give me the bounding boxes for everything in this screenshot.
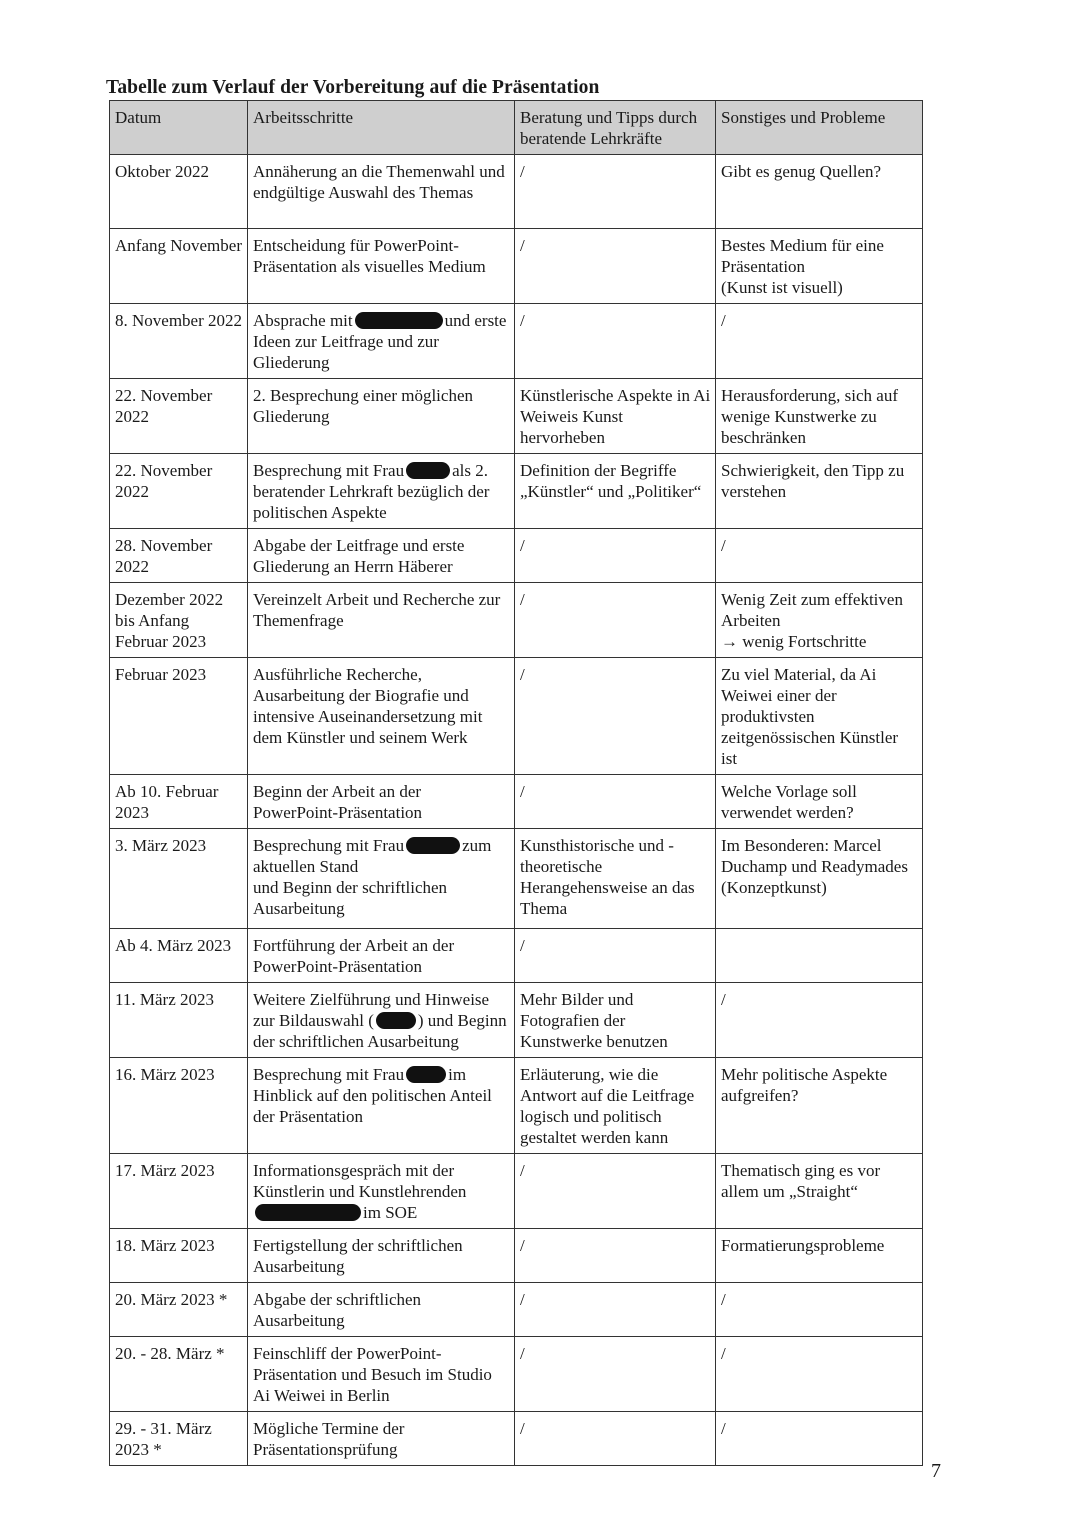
cell-arbeitsschritte-text: Absprache mit: [253, 311, 353, 330]
cell-beratung: [515, 1412, 716, 1466]
cell-arbeitsschritte-text: Entscheidung für PowerPoint-Präsentation als visuelles Medium: [253, 236, 486, 276]
cell-sonstiges-text: /: [721, 536, 726, 555]
cell-datum: [110, 829, 248, 929]
header-beratung: Beratung und Tipps durch beratende Lehrkräfte: [515, 101, 716, 155]
cell-datum: [110, 229, 248, 304]
cell-beratung-text: Kunsthistorische und -theoretische Herangehensweise an das Thema: [520, 836, 695, 918]
header-arbeitsschritte: Arbeitsschritte: [248, 101, 515, 155]
cell-datum: [110, 1229, 248, 1283]
cell-sonstiges: [716, 1058, 923, 1154]
cell-arbeitsschritte-text: Ausführliche Recherche, Ausarbeitung der Biografie und intensive Auseinandersetzung mit dem Künstler und seinem Werk: [253, 665, 483, 747]
cell-sonstiges-text: Wenig Zeit zum effektiven Arbeiten → wenig Fortschritte: [721, 590, 903, 651]
preparation-timeline-table: [109, 100, 923, 1466]
cell-arbeitsschritte: [248, 829, 515, 929]
table-row: [110, 929, 923, 983]
cell-sonstiges: [716, 929, 923, 983]
cell-sonstiges: [716, 775, 923, 829]
cell-arbeitsschritte: [248, 1058, 515, 1154]
cell-arbeitsschritte: [248, 1283, 515, 1337]
redaction-mark: [406, 462, 450, 479]
cell-datum: [110, 454, 248, 529]
cell-arbeitsschritte-text: Besprechung mit Frau: [253, 1065, 405, 1084]
cell-sonstiges-text: Bestes Medium für eine Präsentation (Kunst ist visuell): [721, 236, 884, 297]
cell-datum: [110, 304, 248, 379]
cell-arbeitsschritte-text: Weitere Zielführung und Hinweise zur Bildauswahl (: [253, 990, 490, 1030]
cell-arbeitsschritte: [248, 1412, 515, 1466]
cell-sonstiges-text: Mehr politische Aspekte aufgreifen?: [721, 1065, 888, 1105]
redaction-mark: [355, 312, 443, 329]
table-row: [110, 983, 923, 1058]
table-row: [110, 304, 923, 379]
redaction-mark: [376, 1012, 416, 1029]
cell-sonstiges-text: /: [721, 990, 726, 1009]
cell-datum-text: Anfang November: [115, 236, 242, 255]
cell-sonstiges-text: /: [721, 1290, 726, 1309]
cell-arbeitsschritte: [248, 983, 515, 1058]
cell-beratung: [515, 1154, 716, 1229]
cell-arbeitsschritte-text: Vereinzelt Arbeit und Recherche zur Themenfrage: [253, 590, 501, 630]
table-row: [110, 829, 923, 929]
cell-beratung-text: Definition der Begriffe „Künstler“ und „Politiker“: [520, 461, 702, 501]
cell-datum: [110, 1337, 248, 1412]
table-container: [109, 100, 923, 1466]
cell-datum-text: 20. März 2023 *: [115, 1290, 228, 1309]
cell-sonstiges: [716, 155, 923, 229]
cell-datum: [110, 1283, 248, 1337]
cell-beratung: [515, 1283, 716, 1337]
cell-datum-text: 8. November 2022: [115, 311, 243, 330]
cell-datum-text: Dezember 2022 bis Anfang Februar 2023: [115, 590, 224, 651]
cell-arbeitsschritte-text: 2. Besprechung einer möglichen Gliederung: [253, 386, 473, 426]
redaction-mark: [255, 1204, 361, 1221]
cell-arbeitsschritte: [248, 1229, 515, 1283]
cell-sonstiges: [716, 583, 923, 658]
table-title: Tabelle zum Verlauf der Vorbereitung auf die Präsentation: [106, 77, 600, 98]
cell-arbeitsschritte-text: im Hinblick auf den politischen Anteil der Präsentation: [253, 1065, 492, 1126]
header-datum: Datum: [110, 101, 248, 155]
table-row: [110, 1337, 923, 1412]
cell-sonstiges: [716, 454, 923, 529]
cell-beratung: [515, 775, 716, 829]
cell-arbeitsschritte-text: zum aktuellen Stand und Beginn der schriftlichen Ausarbeitung: [253, 836, 492, 918]
cell-datum-text: 28. November 2022: [115, 536, 213, 576]
cell-arbeitsschritte: [248, 529, 515, 583]
cell-beratung-text: /: [520, 1344, 525, 1363]
cell-sonstiges-text: Zu viel Material, da Ai Weiwei einer der produktivsten zeitgenössischen Künstler ist: [721, 665, 899, 768]
cell-beratung-text: /: [520, 1419, 525, 1438]
cell-arbeitsschritte: [248, 155, 515, 229]
cell-beratung: [515, 583, 716, 658]
cell-arbeitsschritte: [248, 304, 515, 379]
cell-beratung-text: /: [520, 665, 525, 684]
cell-beratung: [515, 155, 716, 229]
cell-sonstiges-text: Formatierungsprobleme: [721, 1236, 885, 1255]
cell-arbeitsschritte-text: Abgabe der Leitfrage und erste Gliederung an Herrn Häberer: [253, 536, 465, 576]
cell-sonstiges-text: Herausforderung, sich auf wenige Kunstwerke zu beschränken: [721, 386, 899, 447]
cell-datum-text: Oktober 2022: [115, 162, 209, 181]
cell-arbeitsschritte: [248, 775, 515, 829]
cell-beratung-text: /: [520, 1236, 525, 1255]
cell-arbeitsschritte-text: und erste Ideen zur Leitfrage und zur Gliederung: [253, 311, 507, 372]
cell-datum-text: 29. - 31. März 2023 *: [115, 1419, 212, 1459]
cell-arbeitsschritte-text: Beginn der Arbeit an der PowerPoint-Präsentation: [253, 782, 423, 822]
table-row: [110, 1412, 923, 1466]
table-row: [110, 1229, 923, 1283]
cell-arbeitsschritte-text: Abgabe der schriftlichen Ausarbeitung: [253, 1290, 422, 1330]
cell-sonstiges: [716, 1412, 923, 1466]
cell-arbeitsschritte-text: als 2. beratender Lehrkraft bezüglich der politischen Aspekte: [253, 461, 490, 522]
cell-datum-text: 20. - 28. März *: [115, 1344, 225, 1363]
cell-beratung-text: /: [520, 590, 525, 609]
cell-datum: [110, 583, 248, 658]
cell-datum-text: 16. März 2023: [115, 1065, 215, 1084]
page-number: 7: [931, 1460, 941, 1482]
cell-sonstiges-text: /: [721, 311, 726, 330]
cell-arbeitsschritte: [248, 658, 515, 775]
table-row: [110, 454, 923, 529]
cell-datum: [110, 379, 248, 454]
cell-sonstiges: [716, 229, 923, 304]
cell-arbeitsschritte-text: Besprechung mit Frau: [253, 836, 405, 855]
cell-sonstiges-text: Welche Vorlage soll verwendet werden?: [721, 782, 857, 822]
cell-beratung-text: /: [520, 936, 525, 955]
cell-arbeitsschritte: [248, 929, 515, 983]
cell-beratung-text: /: [520, 536, 525, 555]
cell-sonstiges-text: /: [721, 1419, 726, 1438]
cell-datum: [110, 529, 248, 583]
cell-beratung-text: Erläuterung, wie die Antwort auf die Leitfrage logisch und politisch gestaltet werden kann: [520, 1065, 695, 1147]
cell-datum-text: Februar 2023: [115, 665, 207, 684]
cell-arbeitsschritte: [248, 229, 515, 304]
cell-beratung: [515, 379, 716, 454]
cell-sonstiges: [716, 1337, 923, 1412]
cell-sonstiges-text: Im Besonderen: Marcel Duchamp und Readymades (Konzeptkunst): [721, 836, 908, 897]
cell-arbeitsschritte: [248, 1154, 515, 1229]
redaction-mark: [406, 837, 460, 854]
cell-beratung-text: /: [520, 311, 525, 330]
table-row: [110, 583, 923, 658]
cell-beratung: [515, 454, 716, 529]
cell-datum-text: 22. November 2022: [115, 386, 213, 426]
cell-beratung: [515, 1058, 716, 1154]
cell-datum: [110, 1154, 248, 1229]
table-row: [110, 379, 923, 454]
header-sonstiges: Sonstiges und Probleme: [716, 101, 923, 155]
cell-arbeitsschritte: [248, 379, 515, 454]
cell-datum: [110, 929, 248, 983]
cell-datum: [110, 1058, 248, 1154]
cell-datum-text: Ab 10. Februar 2023: [115, 782, 219, 822]
cell-sonstiges-text: Schwierigkeit, den Tipp zu verstehen: [721, 461, 905, 501]
cell-beratung: [515, 1229, 716, 1283]
cell-arbeitsschritte: [248, 583, 515, 658]
cell-beratung-text: /: [520, 782, 525, 801]
cell-datum: [110, 658, 248, 775]
cell-arbeitsschritte-text: Fertigstellung der schriftlichen Ausarbeitung: [253, 1236, 463, 1276]
cell-beratung: [515, 829, 716, 929]
table-body: [110, 155, 923, 1466]
cell-datum: [110, 983, 248, 1058]
cell-datum-text: 3. März 2023: [115, 836, 207, 855]
cell-beratung: [515, 529, 716, 583]
cell-beratung-text: /: [520, 1290, 525, 1309]
cell-beratung-text: Künstlerische Aspekte in Ai Weiweis Kunst hervorheben: [520, 386, 711, 447]
cell-sonstiges: [716, 983, 923, 1058]
cell-sonstiges: [716, 304, 923, 379]
cell-beratung: [515, 1337, 716, 1412]
cell-sonstiges-text: Gibt es genug Quellen?: [721, 162, 882, 181]
cell-sonstiges: [716, 829, 923, 929]
cell-arbeitsschritte-text: Informationsgespräch mit der Künstlerin und Kunstlehrenden: [253, 1161, 467, 1201]
cell-beratung: [515, 983, 716, 1058]
cell-beratung-text: /: [520, 1161, 525, 1180]
cell-sonstiges: [716, 1229, 923, 1283]
cell-sonstiges: [716, 379, 923, 454]
cell-sonstiges: [716, 1154, 923, 1229]
cell-beratung: [515, 229, 716, 304]
cell-datum-text: 17. März 2023: [115, 1161, 215, 1180]
cell-arbeitsschritte-text: Feinschliff der PowerPoint-Präsentation und Besuch im Studio Ai Weiwei in Berlin: [253, 1344, 492, 1405]
cell-sonstiges: [716, 529, 923, 583]
cell-arbeitsschritte-text: Annäherung an die Themenwahl und endgültige Auswahl des Themas: [253, 162, 505, 202]
cell-arbeitsschritte: [248, 454, 515, 529]
table-row: [110, 155, 923, 229]
cell-beratung: [515, 929, 716, 983]
cell-datum: [110, 1412, 248, 1466]
cell-arbeitsschritte-text: im SOE: [363, 1203, 418, 1222]
table-row: [110, 229, 923, 304]
cell-sonstiges-text: /: [721, 1344, 726, 1363]
redaction-mark: [406, 1066, 446, 1083]
cell-arbeitsschritte-text: Mögliche Termine der Präsentationsprüfung: [253, 1419, 405, 1459]
table-header-row: [110, 101, 923, 155]
cell-datum-text: Ab 4. März 2023: [115, 936, 232, 955]
cell-sonstiges: [716, 1283, 923, 1337]
cell-datum-text: 11. März 2023: [115, 990, 214, 1009]
cell-arbeitsschritte: [248, 1337, 515, 1412]
table-row: [110, 658, 923, 775]
table-row: [110, 1154, 923, 1229]
cell-beratung-text: /: [520, 236, 525, 255]
cell-datum: [110, 775, 248, 829]
cell-datum: [110, 155, 248, 229]
table-row: [110, 1058, 923, 1154]
cell-datum-text: 18. März 2023: [115, 1236, 215, 1255]
cell-sonstiges-text: Thematisch ging es vor allem um „Straight“: [721, 1161, 881, 1201]
cell-arbeitsschritte-text: Fortführung der Arbeit an der PowerPoint-Präsentation: [253, 936, 455, 976]
cell-beratung-text: /: [520, 162, 525, 181]
table-row: [110, 775, 923, 829]
table-row: [110, 1283, 923, 1337]
cell-arbeitsschritte-text: Besprechung mit Frau: [253, 461, 405, 480]
cell-beratung-text: Mehr Bilder und Fotografien der Kunstwerke benutzen: [520, 990, 668, 1051]
cell-sonstiges: [716, 658, 923, 775]
cell-beratung: [515, 658, 716, 775]
cell-datum-text: 22. November 2022: [115, 461, 213, 501]
cell-arbeitsschritte-text: ) und Beginn der schriftlichen Ausarbeitung: [253, 1011, 507, 1051]
table-row: [110, 529, 923, 583]
cell-beratung: [515, 304, 716, 379]
